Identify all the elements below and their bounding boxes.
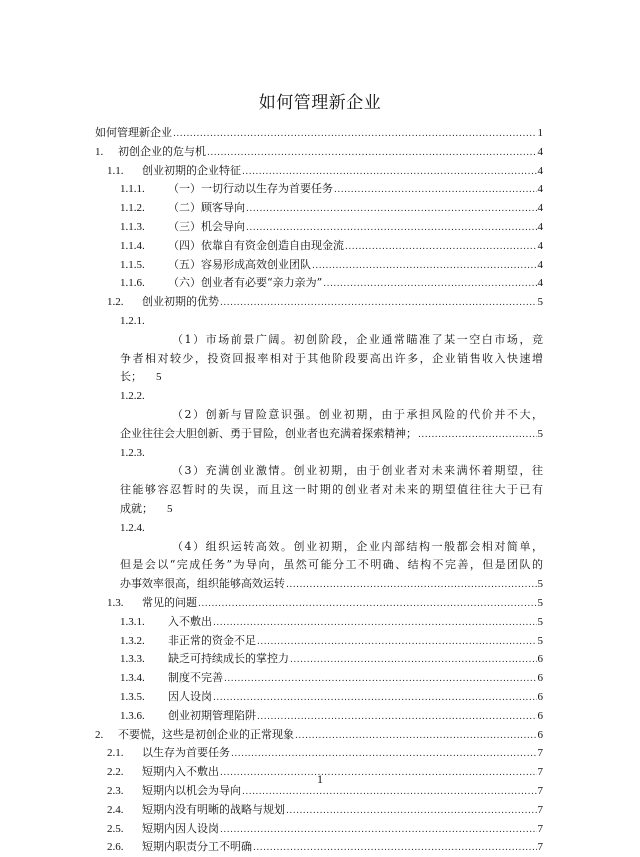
- paragraph-line: （2）创新与冒险意识强。创业初期，由于承担风险的代价并不大，: [172, 408, 543, 421]
- dot-leader: [213, 689, 537, 707]
- advantage-paragraph[interactable]: [120, 331, 543, 387]
- toc-entry-number: 1.: [95, 145, 104, 158]
- toc-entry-page: 5: [537, 597, 543, 609]
- toc-entry-number: 2.1.: [107, 747, 124, 760]
- toc-entry-title: 不要慌，这些是初创企业的正常现象: [118, 727, 294, 741]
- toc-entry[interactable]: [0, 820, 640, 838]
- toc-entry[interactable]: [0, 256, 640, 274]
- toc-entry-page: 5: [156, 371, 162, 384]
- dot-leader: [257, 708, 537, 726]
- toc-entry[interactable]: [0, 162, 640, 180]
- toc-entry-page: 7: [537, 785, 543, 797]
- toc-entry-page: 5: [537, 296, 543, 309]
- advantage-number: 1.2.1.: [120, 315, 145, 327]
- toc-entry-number: 2.5.: [107, 822, 124, 835]
- dot-leader: [286, 576, 537, 594]
- advantage-number: 1.2.3.: [120, 446, 145, 459]
- toc-entry[interactable]: [0, 726, 640, 744]
- toc-entry[interactable]: [0, 274, 640, 292]
- toc-entry-page: 7: [537, 822, 543, 835]
- toc-entry-page: 4: [537, 183, 543, 196]
- toc-entry-title: （二）顾客导向: [168, 201, 245, 215]
- paragraph-line: 但是会以“完成任务”为导向，虽然可能分工不明确、结构不完善，但是团队的: [120, 558, 543, 572]
- toc-entry-title: 因人设岗: [168, 690, 212, 703]
- toc-entry-page: 4: [537, 258, 543, 271]
- toc-entry-number: 2.4.: [107, 803, 124, 816]
- dot-leader: [246, 200, 537, 218]
- dot-leader: [312, 257, 537, 275]
- document-title: 如何管理新企业: [258, 93, 382, 113]
- toc-entry-number: 1.3.: [107, 597, 124, 609]
- toc-entry-number: 2.2.: [107, 766, 124, 779]
- toc-entry[interactable]: [0, 744, 640, 762]
- toc-entry-title: 如何管理新企业: [95, 126, 172, 139]
- toc-entry[interactable]: [0, 613, 640, 631]
- dot-leader: [213, 614, 537, 632]
- toc-entry-page: 7: [537, 747, 543, 760]
- toc-entry-title: （五）容易形成高效创业团队: [168, 257, 311, 271]
- toc-entry-page: 5: [537, 634, 543, 647]
- toc-entry-number: 2.3.: [107, 785, 124, 797]
- toc-entry-title: 缺乏可持续成长的掌控力: [168, 652, 289, 666]
- advantage-paragraph[interactable]: [120, 538, 543, 594]
- toc-entry-page: 1: [537, 127, 543, 139]
- toc-entry-title: 以生存为首要任务: [142, 746, 230, 760]
- toc-entry-page: 4: [537, 277, 543, 290]
- toc-entry-page: 6: [537, 653, 543, 666]
- toc-entry-number: 1.3.3.: [120, 653, 145, 666]
- dot-leader: [290, 651, 537, 669]
- toc-entry[interactable]: [0, 180, 640, 198]
- page-number: 1: [317, 772, 323, 786]
- dot-leader: [257, 633, 537, 651]
- paragraph-line: 长；: [120, 370, 142, 384]
- toc-entry-page: 6: [537, 728, 543, 741]
- toc-entry-title: 短期内以机会为导向: [142, 784, 241, 797]
- toc-entry-number: 1.3.4.: [120, 672, 145, 685]
- dot-leader: [207, 144, 537, 162]
- toc-entry-title: （一）一切行动以生存为首要任务: [168, 182, 333, 196]
- toc-entry-title: 创业初期管理陷阱: [168, 708, 256, 722]
- dot-leader: [220, 821, 537, 839]
- toc-entry[interactable]: [0, 650, 640, 668]
- toc-entry-number: 1.1.: [107, 164, 124, 177]
- toc-entry-page: 4: [537, 239, 543, 252]
- toc-entry-number: 1.2.: [107, 296, 124, 309]
- toc-entry[interactable]: [0, 669, 640, 687]
- dot-leader: [173, 125, 537, 143]
- toc-entry[interactable]: [0, 237, 640, 255]
- dot-leader: [246, 219, 537, 237]
- toc-entry-title: 创业初期的企业特征: [142, 163, 241, 177]
- toc-entry-title: 入不敷出: [168, 614, 212, 628]
- dot-leader: [198, 595, 537, 613]
- toc-entry-page: 6: [537, 709, 543, 722]
- toc-entry-number: 1.1.1.: [120, 183, 145, 196]
- toc-entry[interactable]: [0, 124, 640, 142]
- toc-entry-title: 初创企业的危与机: [118, 144, 206, 158]
- dot-leader: [286, 802, 537, 820]
- toc-entry-title: （六）创业者有必要“亲力亲为”: [168, 276, 323, 290]
- toc-entry-title: 制度不完善: [168, 671, 223, 685]
- toc-entry-number: 1.1.5.: [120, 258, 145, 271]
- toc-entry-page: 4: [537, 145, 543, 158]
- toc-entry[interactable]: [0, 594, 640, 612]
- dot-leader: [224, 670, 537, 688]
- advantage-number: 1.2.4.: [120, 521, 145, 534]
- toc-entry[interactable]: [0, 838, 640, 856]
- toc-entry-page: 6: [537, 672, 543, 685]
- advantage-number: 1.2.2.: [120, 390, 145, 403]
- toc-entry-number: 1.1.6.: [120, 277, 145, 290]
- toc-entry[interactable]: [0, 143, 640, 161]
- toc-entry[interactable]: [0, 707, 640, 725]
- toc-entry[interactable]: [0, 293, 640, 311]
- dot-leader: [323, 275, 536, 293]
- dot-leader: [345, 238, 537, 256]
- toc-entry[interactable]: [0, 688, 640, 706]
- toc-entry-number: 1.3.1.: [120, 615, 145, 628]
- paragraph-line: 办事效率很高，组织能够高效运转: [120, 577, 285, 591]
- toc-entry-page: 5: [537, 578, 543, 591]
- toc-entry-number: 1.1.2.: [120, 202, 145, 215]
- toc-entry-page: 4: [537, 164, 543, 177]
- advantage-paragraph[interactable]: [120, 406, 543, 444]
- toc-entry-page: 4: [537, 202, 543, 215]
- toc-entry[interactable]: [0, 218, 640, 236]
- dot-leader: [220, 294, 537, 312]
- toc-entry-title: 非正常的资金不足: [168, 633, 256, 647]
- toc-entry-page: 5: [167, 502, 173, 515]
- paragraph-line: （1）市场前景广阔。初创阶段，企业通常瞄准了某一空白市场，竞: [172, 332, 543, 346]
- toc-entry-page: 7: [537, 766, 543, 779]
- toc-entry-title: 短期内入不敷出: [142, 765, 219, 779]
- paragraph-line: （4）组织运转高效。创业初期，企业内部结构一般都会相对简单，: [172, 539, 543, 553]
- toc-entry-page: 7: [537, 841, 543, 854]
- toc-entry-number: 1.3.6.: [120, 709, 145, 722]
- advantage-paragraph[interactable]: [120, 462, 543, 518]
- toc-entry-page: 5: [537, 427, 543, 440]
- toc-entry-title: 创业初期的优势: [142, 295, 219, 309]
- toc-entry-title: 短期内没有明晰的战略与规划: [142, 802, 285, 816]
- toc-entry-page: 4: [537, 221, 543, 233]
- toc-entry-page: 6: [537, 691, 543, 703]
- toc-entry-number: 1.1.4.: [120, 239, 145, 252]
- paragraph-line: 企业往往会大胆创新、勇于冒险，创业者也充满着探索精神；: [120, 426, 417, 440]
- toc-entry-page: 5: [537, 615, 543, 628]
- dot-leader: [295, 727, 537, 745]
- dot-leader: [334, 181, 537, 199]
- toc-entry[interactable]: [0, 801, 640, 819]
- toc-entry-title: （三）机会导向: [168, 220, 245, 233]
- dot-leader: [231, 745, 537, 763]
- toc-entry-number: 1.3.5.: [120, 691, 145, 703]
- dot-leader: [253, 839, 537, 857]
- paragraph-line: 往能够容忍暂时的失误，而且这一时期的创业者对未来的期望值往往大于已有: [120, 483, 543, 497]
- paragraph-line: 争者相对较少，投资回报率相对于其他阶段要高出许多，企业销售收入快速增: [120, 351, 543, 365]
- toc-entry-title: （四）依靠自有资金创造自由现金流: [168, 238, 344, 252]
- toc-entry-number: 2.: [95, 728, 104, 741]
- dot-leader: [418, 426, 537, 444]
- dot-leader: [242, 163, 537, 181]
- toc-entry-page: 7: [537, 803, 543, 816]
- toc-entry[interactable]: [0, 632, 640, 650]
- toc-entry-title: 短期内职责分工不明确: [142, 840, 252, 854]
- toc-entry-title: 常见的问题: [142, 596, 197, 609]
- paragraph-line: 成就；: [120, 501, 153, 515]
- toc-entry-number: 1.3.2.: [120, 634, 145, 647]
- toc-entry-title: 短期内因人设岗: [142, 821, 219, 835]
- toc-entry-number: 1.1.3.: [120, 221, 145, 233]
- paragraph-line: （3）充满创业激情。创业初期，由于创业者对未来满怀着期望，往: [172, 464, 543, 478]
- toc-entry[interactable]: [0, 199, 640, 217]
- toc-entry-number: 2.6.: [107, 841, 124, 854]
